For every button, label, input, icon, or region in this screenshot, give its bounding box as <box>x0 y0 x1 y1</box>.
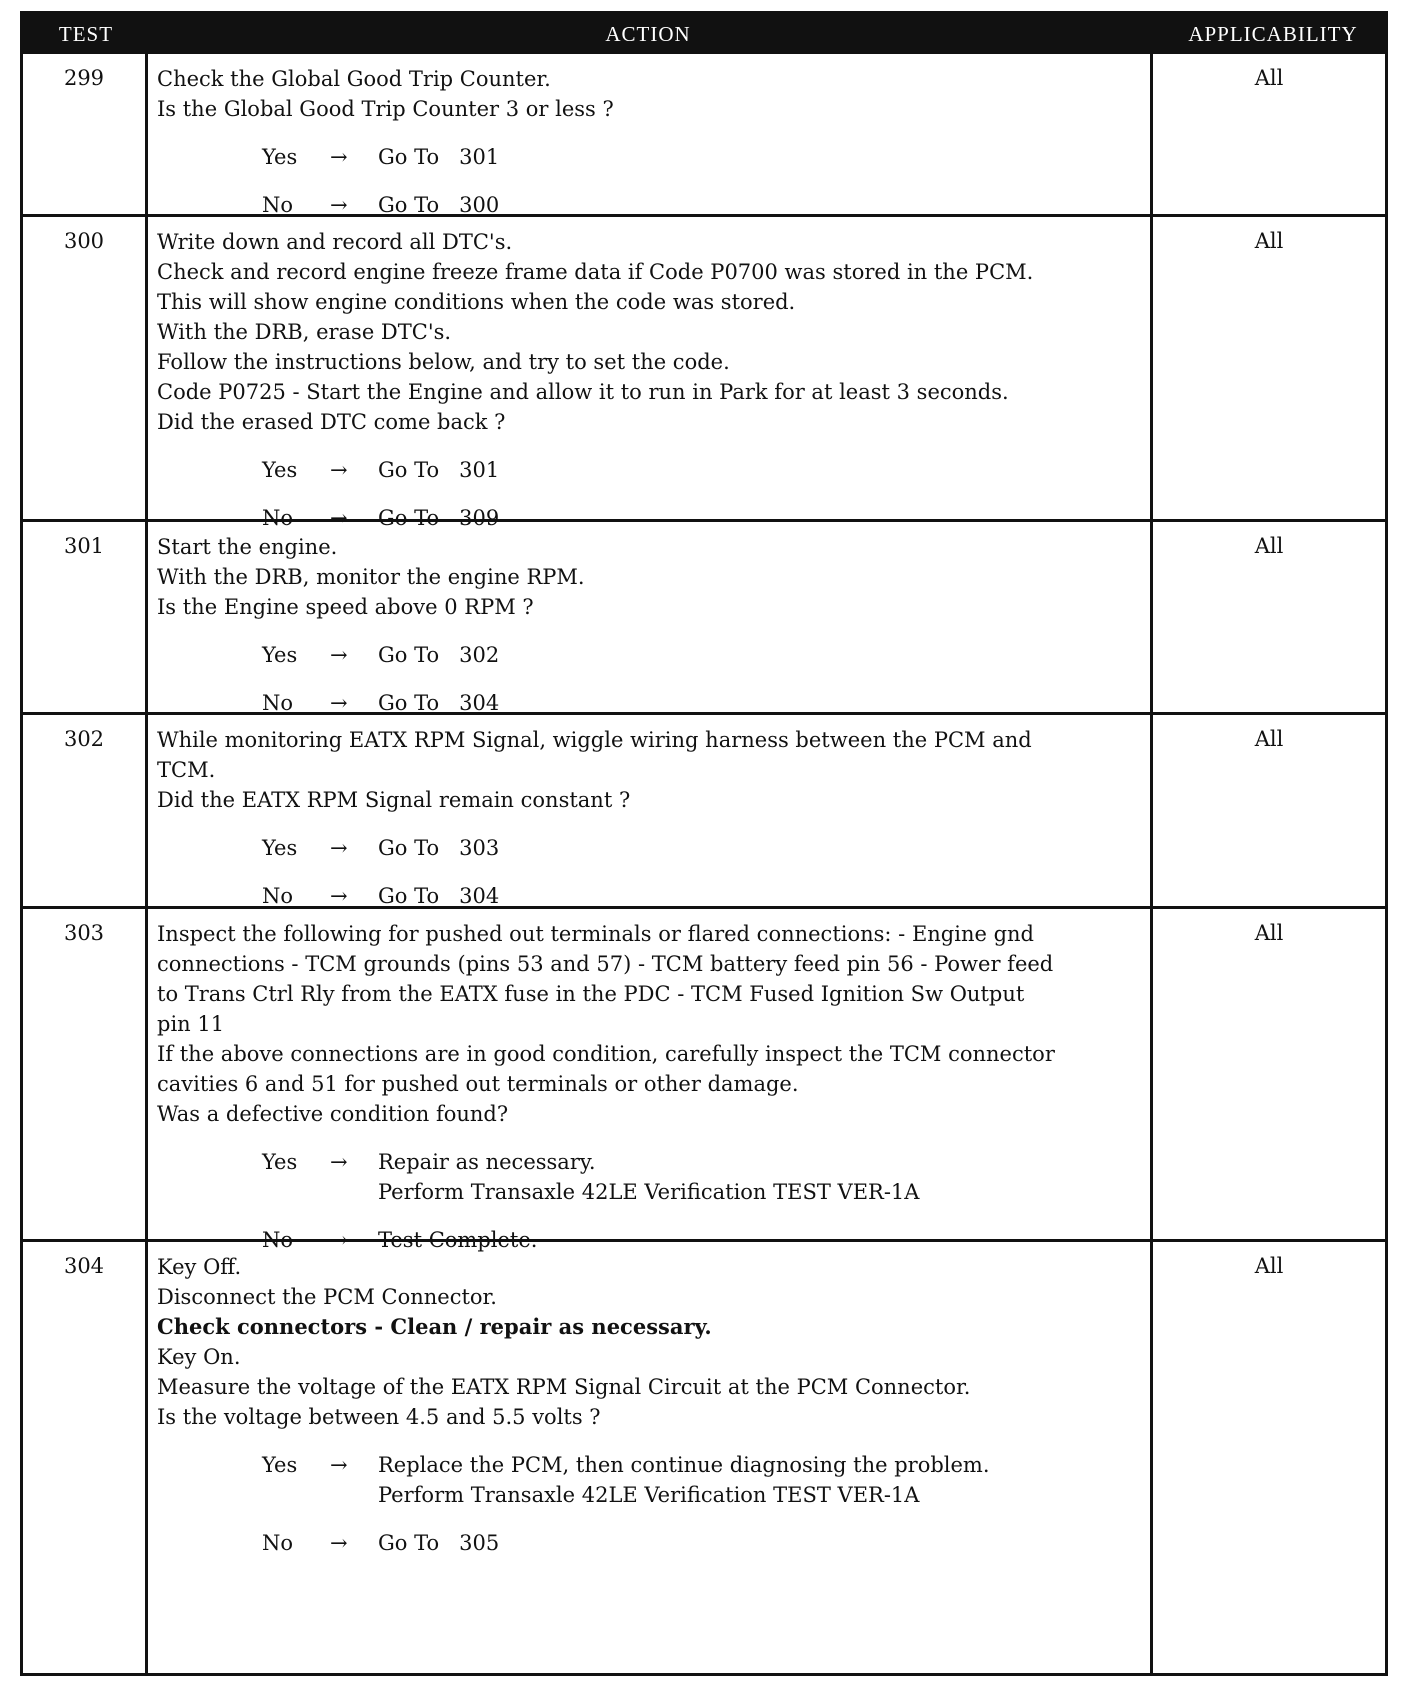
branch-target <box>378 833 1142 863</box>
arrow-right-icon: → <box>330 1531 348 1555</box>
branch-target-line: Repair as necessary. <box>378 1150 596 1174</box>
branch-target-line: Go To 304 <box>378 884 500 908</box>
table-row <box>23 909 1385 1252</box>
branch-no <box>157 1528 1142 1558</box>
diagnostic-table <box>20 11 1388 1676</box>
branch-yes <box>157 1450 1142 1510</box>
table-row <box>23 1242 1385 1673</box>
action-line: With the DRB, erase DTC's. <box>157 320 452 344</box>
arrow-right-icon: → <box>330 884 348 908</box>
branch-target <box>378 688 1142 718</box>
arrow-right-icon: → <box>330 836 348 860</box>
branch-list <box>157 833 1142 911</box>
branch-label: Yes <box>262 145 298 169</box>
test-number: 299 <box>23 54 148 214</box>
action-line: Inspect the following for pushed out terminals or flared connections: - Engine gnd <box>157 922 1034 946</box>
branch-list <box>157 1450 1142 1558</box>
branch-target-line: Go To 304 <box>378 691 500 715</box>
branch-target <box>378 640 1142 670</box>
branch-target <box>378 142 1142 172</box>
branch-label: Yes <box>262 458 298 482</box>
action-line: Key On. <box>157 1345 241 1369</box>
action-line: Measure the voltage of the EATX RPM Signal Circuit at the PCM Connector. <box>157 1375 971 1399</box>
table-row <box>23 715 1385 909</box>
test-number: 302 <box>23 715 148 906</box>
header-test: TEST <box>58 22 114 46</box>
arrow-right-icon: → <box>330 458 348 482</box>
applicability-cell: All <box>1254 66 1284 90</box>
branch-label: No <box>262 193 294 217</box>
action-line: Is the Global Good Trip Counter 3 or less ? <box>157 97 614 121</box>
branch-list <box>157 1147 1142 1255</box>
arrow-right-icon: → <box>330 643 348 667</box>
action-line: to Trans Ctrl Rly from the EATX fuse in the PDC - TCM Fused Ignition Sw Output <box>157 982 1025 1006</box>
branch-label: Yes <box>262 1453 298 1477</box>
action-line: Is the Engine speed above 0 RPM ? <box>157 595 534 619</box>
action-line: Was a defective condition found? <box>157 1102 509 1126</box>
branch-no <box>157 190 1142 220</box>
branch-target-line: Replace the PCM, then continue diagnosing the problem. <box>378 1453 990 1477</box>
branch-target-line: Go To 300 <box>378 193 500 217</box>
branch-no <box>157 688 1142 718</box>
action-line: TCM. <box>157 758 216 782</box>
action-line: Key Off. <box>157 1255 242 1279</box>
action-line: Follow the instructions below, and try to set the code. <box>157 350 730 374</box>
arrow-right-icon: → <box>330 193 348 217</box>
branch-label: No <box>262 884 294 908</box>
branch-target-line: Perform Transaxle 42LE Verification TEST VER-1A <box>378 1483 920 1507</box>
branch-label: Yes <box>262 836 298 860</box>
action-line: If the above connections are in good condition, carefully inspect the TCM connector <box>157 1042 1055 1066</box>
action-line: pin 11 <box>157 1012 225 1036</box>
header-applicability: APPLICABILITY <box>1188 22 1358 46</box>
action-cell <box>148 1242 1153 1673</box>
table-row <box>23 522 1385 715</box>
branch-label: No <box>262 506 294 530</box>
action-line: Write down and record all DTC's. <box>157 230 513 254</box>
action-line: Disconnect the PCM Connector. <box>157 1285 497 1309</box>
branch-label: Yes <box>262 643 298 667</box>
action-cell <box>148 217 1153 530</box>
branch-target-line: Go To 309 <box>378 506 500 530</box>
branch-label: No <box>262 691 294 715</box>
branch-target-line: Test Complete. <box>378 1228 538 1252</box>
action-line: Check the Global Good Trip Counter. <box>157 67 551 91</box>
branch-label: No <box>262 1531 294 1555</box>
branch-yes <box>157 640 1142 670</box>
arrow-right-icon: → <box>330 145 348 169</box>
branch-target-line: Go To 305 <box>378 1531 500 1555</box>
table-header <box>23 14 1385 54</box>
test-number: 304 <box>23 1242 148 1673</box>
action-line: Start the engine. <box>157 535 338 559</box>
action-line: cavities 6 and 51 for pushed out terminals or other damage. <box>157 1072 799 1096</box>
branch-label: Yes <box>262 1150 298 1174</box>
branch-list <box>157 142 1142 220</box>
test-number: 303 <box>23 909 148 1239</box>
test-number: 301 <box>23 522 148 712</box>
test-number: 300 <box>23 217 148 519</box>
arrow-right-icon: → <box>330 1228 348 1252</box>
action-line: While monitoring EATX RPM Signal, wiggle wiring harness between the PCM and <box>157 728 1032 752</box>
branch-target <box>378 1450 1142 1510</box>
branch-target-line: Go To 301 <box>378 145 500 169</box>
branch-label: No <box>262 1228 294 1252</box>
action-line: This will show engine conditions when the code was stored. <box>157 290 796 314</box>
action-cell <box>148 909 1153 1252</box>
branch-no <box>157 881 1142 911</box>
applicability-cell: All <box>1254 1254 1284 1278</box>
action-cell <box>148 715 1153 906</box>
branch-yes <box>157 1147 1142 1207</box>
action-line: With the DRB, monitor the engine RPM. <box>157 565 585 589</box>
arrow-right-icon: → <box>330 506 348 530</box>
branch-yes <box>157 833 1142 863</box>
branch-target-line: Go To 302 <box>378 643 500 667</box>
arrow-right-icon: → <box>330 1453 348 1477</box>
branch-target-line: Go To 303 <box>378 836 500 860</box>
branch-list <box>157 640 1142 718</box>
branch-target <box>378 1528 1142 1558</box>
branch-yes <box>157 455 1142 485</box>
branch-yes <box>157 142 1142 172</box>
action-line: connections - TCM grounds (pins 53 and 57) - TCM battery feed pin 56 - Power feed <box>157 952 1054 976</box>
action-line: Code P0725 - Start the Engine and allow it to run in Park for at least 3 seconds. <box>157 380 1009 404</box>
table-row <box>23 217 1385 530</box>
action-cell <box>148 522 1153 715</box>
branch-target-line: Go To 301 <box>378 458 500 482</box>
action-line: Check and record engine freeze frame data if Code P0700 was stored in the PCM. <box>157 260 1034 284</box>
action-cell <box>148 54 1153 217</box>
header-action: ACTION <box>605 22 691 46</box>
branch-target-line: Perform Transaxle 42LE Verification TEST VER-1A <box>378 1180 920 1204</box>
action-line: Check connectors - Clean / repair as necessary. <box>157 1314 712 1339</box>
action-line: Is the voltage between 4.5 and 5.5 volts ? <box>157 1405 601 1429</box>
arrow-right-icon: → <box>330 691 348 715</box>
applicability-cell: All <box>1254 921 1284 945</box>
action-line: Did the EATX RPM Signal remain constant ? <box>157 788 631 812</box>
branch-target <box>378 881 1142 911</box>
branch-target <box>378 455 1142 485</box>
applicability-cell: All <box>1254 727 1284 751</box>
branch-target <box>378 1147 1142 1207</box>
arrow-right-icon: → <box>330 1150 348 1174</box>
branch-target <box>378 190 1142 220</box>
table-row <box>23 54 1385 217</box>
applicability-cell: All <box>1254 229 1284 253</box>
action-line: Did the erased DTC come back ? <box>157 410 506 434</box>
applicability-cell: All <box>1254 534 1284 558</box>
